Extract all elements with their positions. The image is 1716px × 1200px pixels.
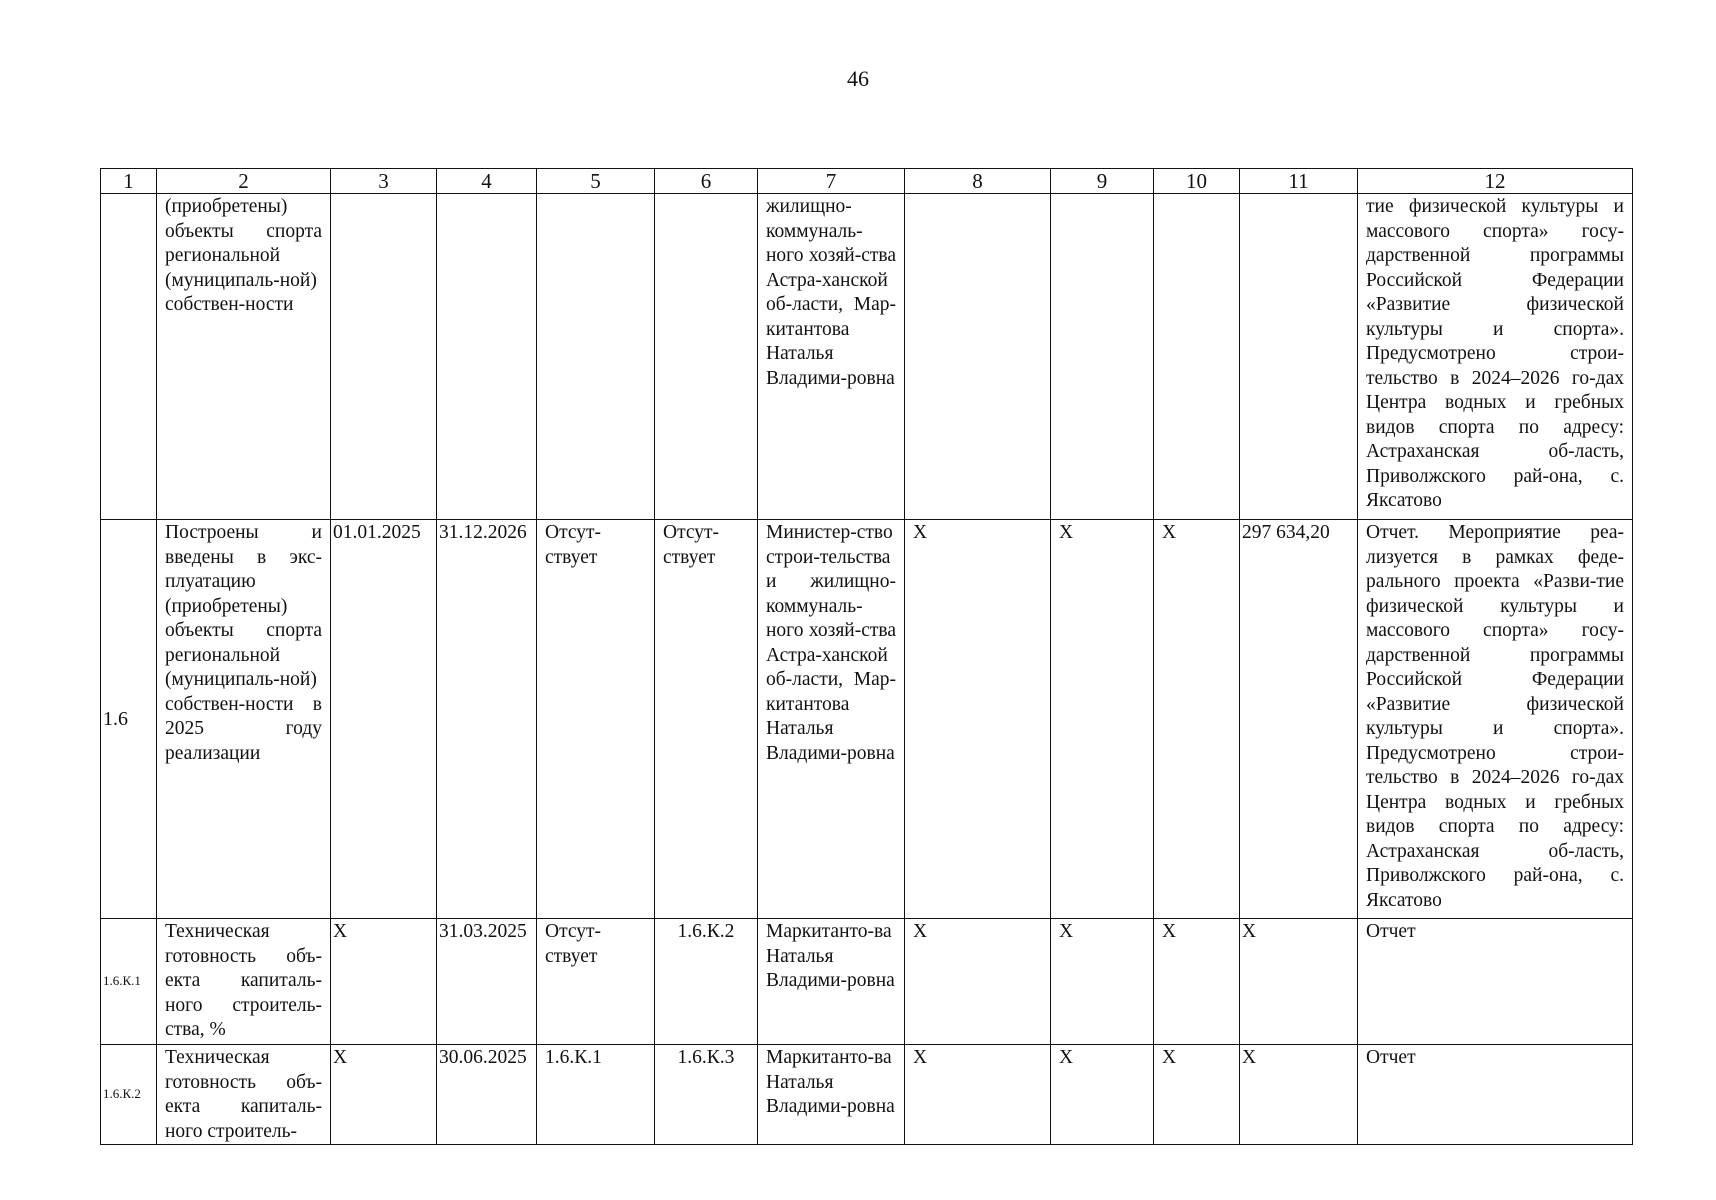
row-col9: X [1051, 520, 1154, 919]
row-number: 1.6.К.1 [101, 919, 157, 1045]
row-responsible: Маркитанто-ва Наталья Владими-ровна [758, 919, 905, 1045]
header-cell: 3 [331, 169, 437, 194]
row-col11: X [1240, 919, 1358, 1045]
row-col9 [1051, 194, 1154, 520]
row-start-date: X [331, 1045, 437, 1145]
table-row [101, 919, 1633, 1045]
row-col10: X [1154, 520, 1240, 919]
header-row [101, 169, 1633, 194]
header-cell: 6 [655, 169, 758, 194]
row-predecessor: Отсут-ствует [537, 520, 655, 919]
row-predecessor: Отсут-ствует [537, 919, 655, 1045]
row-note: Отчет [1358, 1045, 1633, 1145]
header-cell: 4 [437, 169, 537, 194]
row-start-date: 01.01.2025 [331, 520, 437, 919]
row-end-date: 31.12.2026 [437, 520, 537, 919]
row-predecessor [537, 194, 655, 520]
row-successor [655, 194, 758, 520]
row-col8 [905, 194, 1051, 520]
header-cell: 7 [758, 169, 905, 194]
header-cell: 9 [1051, 169, 1154, 194]
row-responsible: жилищно-коммуналь-ного хозяй-ства Астра-ханской об-ласти, Мар-китантова Наталья Владими-ровна [758, 194, 905, 520]
row-end-date: 30.06.2025 [437, 1045, 537, 1145]
row-number: 1.6 [101, 520, 157, 919]
header-cell: 5 [537, 169, 655, 194]
header-cell: 10 [1154, 169, 1240, 194]
page-number: 46 [847, 66, 869, 91]
row-name: Техническая готовность объ-екта капиталь-ного строитель-ства, % [157, 919, 331, 1045]
plan-table [100, 168, 1633, 1145]
row-col9: X [1051, 1045, 1154, 1145]
row-predecessor: 1.6.К.1 [537, 1045, 655, 1145]
row-successor: 1.6.К.2 [655, 919, 758, 1045]
header-cell: 8 [905, 169, 1051, 194]
row-number: 1.6.К.2 [101, 1045, 157, 1145]
row-successor: 1.6.К.3 [655, 1045, 758, 1145]
header-cell: 12 [1358, 169, 1633, 194]
header-cell: 11 [1240, 169, 1358, 194]
row-end-date: 31.03.2025 [437, 919, 537, 1045]
row-note: Отчет [1358, 919, 1633, 1045]
row-name: (приобретены) объекты спорта региональной (муниципаль-ной) собствен-ности [157, 194, 331, 520]
row-note: тие физической культуры и массового спорта» госу-дарственной программы Российской Федерации «Развитие физической культуры и спорта». Предусмотрено строи-тельство в 2024–2026 го-дах Центра водных и гребных видов спорта по адресу: Астраханская об-ласть, Приволжского рай-она, с. Яксатово [1358, 194, 1633, 520]
row-end-date [437, 194, 537, 520]
row-name: Техническая готовность объ-екта капиталь-ного строитель- [157, 1045, 331, 1145]
row-col10: X [1154, 1045, 1240, 1145]
row-col10: X [1154, 919, 1240, 1045]
table-row [101, 1045, 1633, 1145]
header-cell: 2 [157, 169, 331, 194]
row-col11: 297 634,20 [1240, 520, 1358, 919]
row-start-date: X [331, 919, 437, 1045]
row-col8: X [905, 919, 1051, 1045]
row-col11 [1240, 194, 1358, 520]
row-responsible: Маркитанто-ва Наталья Владими-ровна [758, 1045, 905, 1145]
row-responsible: Министер-ство строи-тельства и жилищно-коммуналь-ного хозяй-ства Астра-ханской об-ласти, Мар-китантова Наталья Владими-ровна [758, 520, 905, 919]
row-number [101, 194, 157, 520]
row-successor: Отсут-ствует [655, 520, 758, 919]
row-note: Отчет. Мероприятие реа-лизуется в рамках феде-рального проекта «Разви-тие физической культуры и массового спорта» госу-дарственной программы Российской Федерации «Развитие физической культуры и спорта». Предусмотрено строи-тельство в 2024–2026 го-дах Центра водных и гребных видов спорта по адресу: Астраханская об-ласть, Приволжского рай-она, с. Яксатово [1358, 520, 1633, 919]
row-col8: X [905, 1045, 1051, 1145]
table-row [101, 194, 1633, 520]
row-col11: X [1240, 1045, 1358, 1145]
table-row [101, 520, 1633, 919]
row-name: Построены и введены в экс-плуатацию (приобретены) объекты спорта региональной (муниципаль-ной) собствен-ности в 2025 году реализации [157, 520, 331, 919]
row-col9: X [1051, 919, 1154, 1045]
row-col8: X [905, 520, 1051, 919]
row-col10 [1154, 194, 1240, 520]
row-start-date [331, 194, 437, 520]
header-cell: 1 [101, 169, 157, 194]
